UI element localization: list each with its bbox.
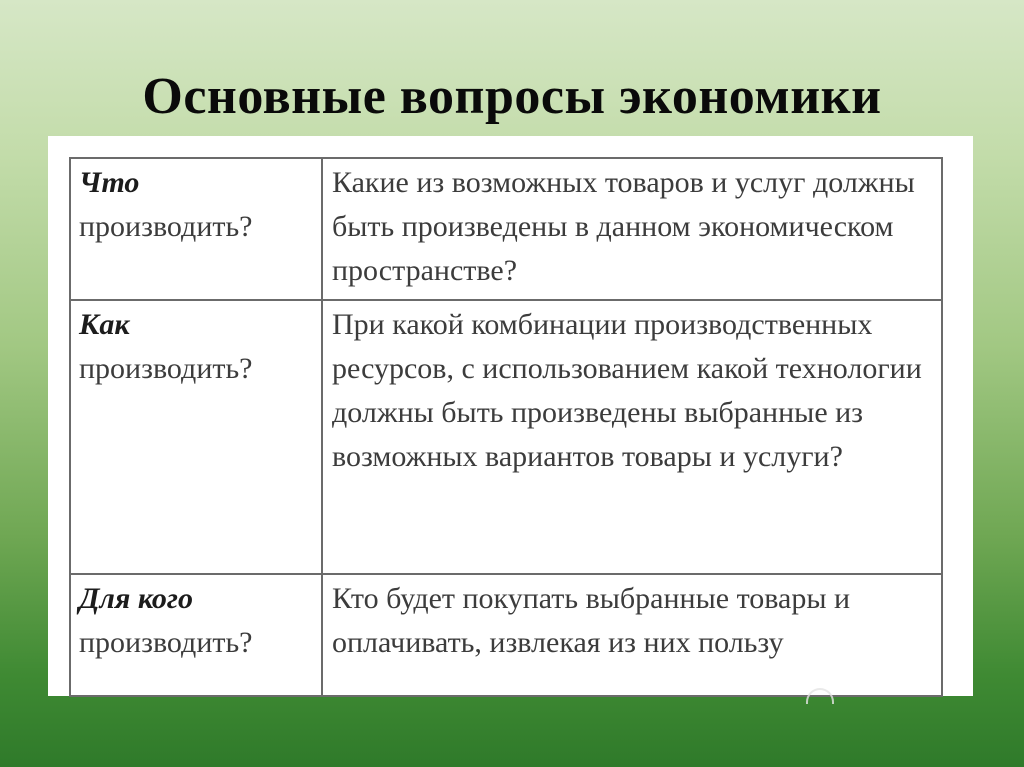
table-row — [70, 158, 942, 300]
table-row — [70, 574, 942, 696]
question-keyword: Что — [79, 166, 140, 199]
question-keyword: Для кого — [79, 582, 193, 615]
answer-cell: При какой комбинации производственных ресурсов, с использованием какой технологии должны быть произведены выбранные из возможных вариантов товары и услуги? — [322, 300, 942, 574]
question-keyword: Как — [79, 308, 130, 341]
answer-cell: Кто будет покупать выбранные товары и оплачивать, извлекая из них пользу — [322, 574, 942, 696]
table-row — [70, 300, 942, 574]
answer-cell: Какие из возможных товаров и услуг должны быть произведены в данном экономическом пространстве? — [322, 158, 942, 300]
question-verb: производить? — [79, 352, 253, 385]
question-verb: производить? — [79, 626, 253, 659]
question-verb: производить? — [79, 210, 253, 243]
economic-questions-table — [69, 157, 943, 697]
table-panel — [48, 136, 973, 696]
slide-title: Основные вопросы экономики — [142, 68, 882, 125]
question-cell — [70, 574, 322, 696]
question-cell — [70, 300, 322, 574]
question-cell — [70, 158, 322, 300]
